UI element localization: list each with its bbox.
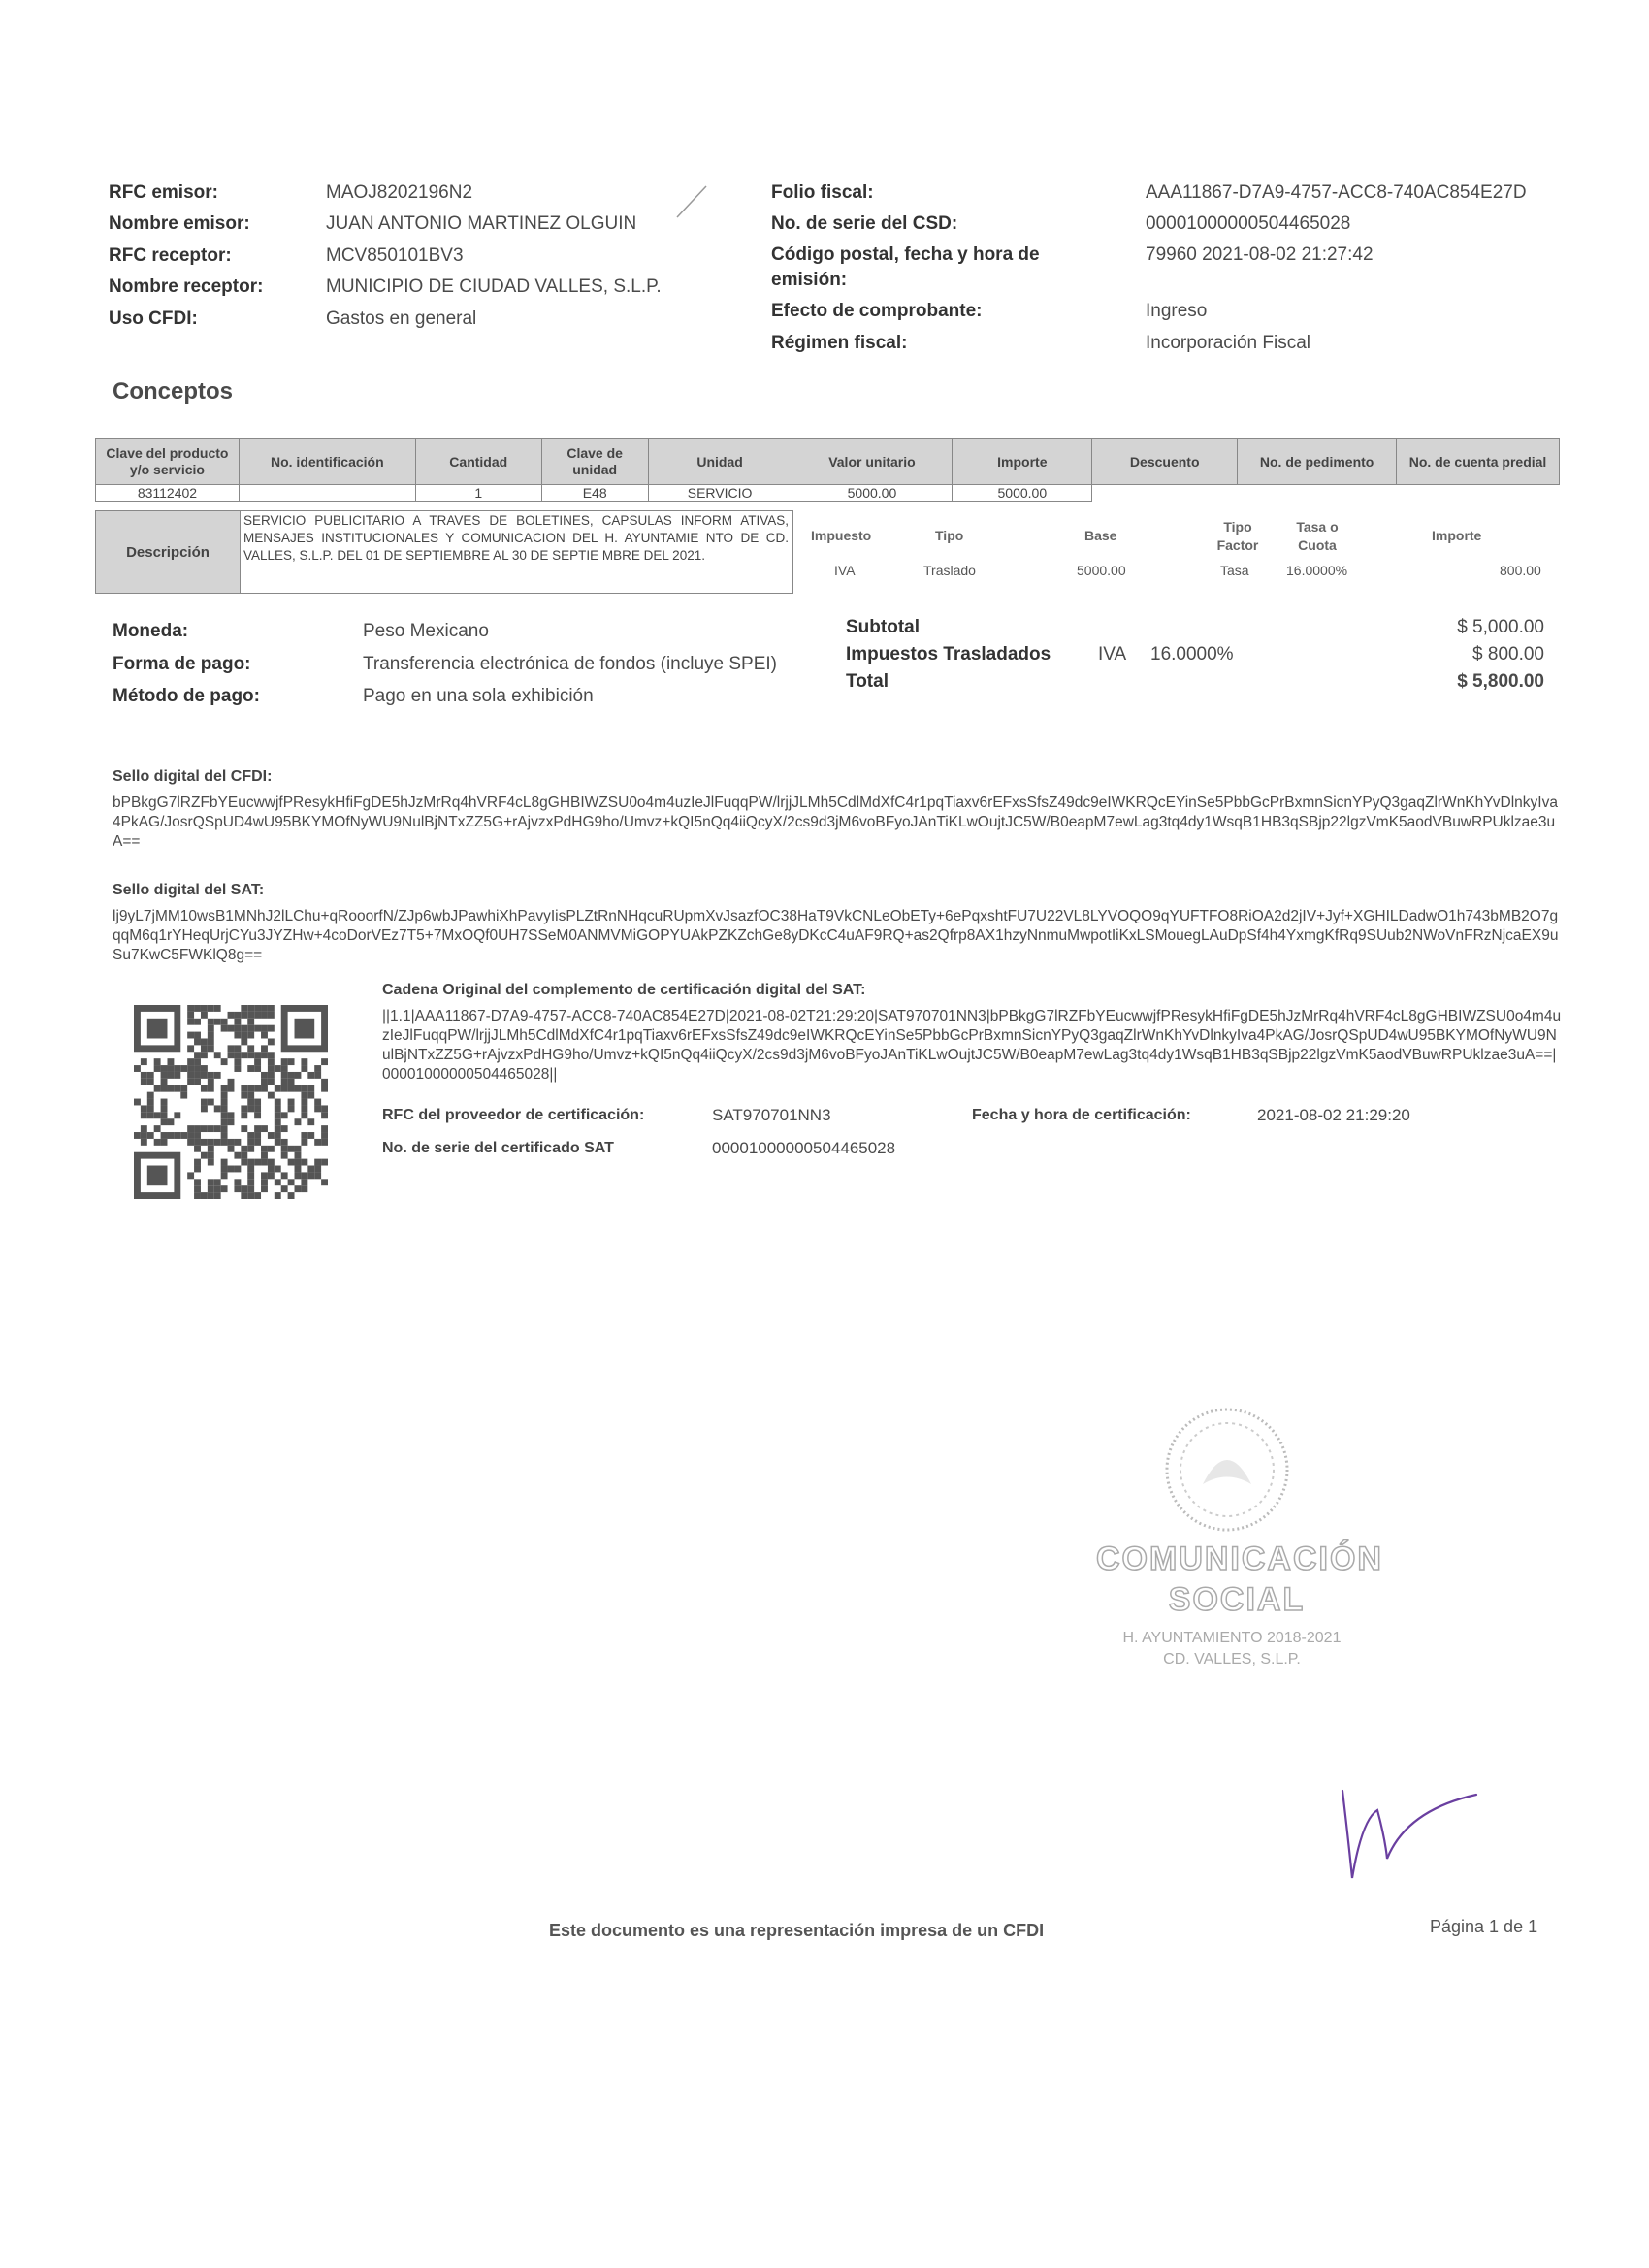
cadena-label: Cadena Original del complemento de certificación digital del SAT: xyxy=(382,982,866,998)
forma-pago-label: Forma de pago: xyxy=(113,654,251,674)
rfc-emisor-label: RFC emisor: xyxy=(109,182,218,203)
nombre-receptor-value: MUNICIPIO DE CIUDAD VALLES, S.L.P. xyxy=(326,276,662,297)
col-valor-unitario: Valor unitario xyxy=(792,439,953,485)
footer-note: Este documento es una representación impresa de un CFDI xyxy=(549,1921,1045,1940)
col-clave-unidad: Clave de unidad xyxy=(541,439,648,485)
qr-code-icon xyxy=(134,1005,328,1199)
col-cuenta-predial: No. de cuenta predial xyxy=(1397,439,1560,485)
col-unidad: Unidad xyxy=(648,439,792,485)
metodo-pago-label: Método de pago: xyxy=(113,686,260,706)
sello-sat-label: Sello digital del SAT: xyxy=(113,882,265,898)
impuestos-value: $ 800.00 xyxy=(1472,644,1544,664)
nombre-emisor-value: JUAN ANTONIO MARTINEZ OLGUIN xyxy=(326,213,637,234)
pen-mark xyxy=(673,182,712,221)
cell-cantidad: 1 xyxy=(415,485,541,502)
folio-fiscal-value: AAA11867-D7A9-4757-ACC8-740AC854E27D xyxy=(1146,182,1527,203)
col-clave-producto: Clave del producto y/o servicio xyxy=(96,439,240,485)
conceptos-table xyxy=(95,438,1560,502)
sello-sat-text: lj9yL7jMM10wsB1MNhJ2lLChu+qRooorfN/ZJp6wbJPawhiXhPavyIisPLZtRnNHqcuRUpmXvJsazfOC38HaT9VkCNLeObETy+6ePqxshtFU7U22VL8LYVOQO9qYUFTFO8RiOA2d2jIV+Jyf+XGHILDadwO1h743bMB2O7gqqM6q1rYHeqUrjCYu3JYZHw+4coDorVEz7T5+7MxOQf0UH7SSeM0ANMVMiGOPYUAkPZKZchGe8yDKcC4uAF9RQ+as2Qfrp8AX1hzyNnmuMwpotIiKxLSMouegLAuDpSf4h4YxmgKfRq9SUub2NWoVnFRzNjcaEX9uSu7KwC5FWKlQ8g== xyxy=(113,908,1559,963)
efecto-value: Ingreso xyxy=(1146,301,1208,321)
tax-tasa: 16.0000% xyxy=(1286,563,1348,578)
cell-no-identificacion xyxy=(239,485,415,502)
serie-csd-value: 00001000000504465028 xyxy=(1146,213,1351,234)
col-cantidad: Cantidad xyxy=(415,439,541,485)
official-stamp xyxy=(1086,1397,1383,1698)
impuestos-label: Impuestos Trasladados xyxy=(846,644,1051,664)
cell-valor-unitario: 5000.00 xyxy=(792,485,953,502)
folio-fiscal-label: Folio fiscal: xyxy=(771,182,874,203)
moneda-value: Peso Mexicano xyxy=(363,621,489,641)
tax-h-base: Base xyxy=(1084,528,1117,543)
rfc-emisor-value: MAOJ8202196N2 xyxy=(326,182,473,203)
efecto-label: Efecto de comprobante: xyxy=(771,301,983,321)
fecha-cert-value: 2021-08-02 21:29:20 xyxy=(1257,1106,1410,1124)
impuesto-nombre: IVA xyxy=(1098,644,1127,664)
cell-clave-unidad: E48 xyxy=(541,485,648,502)
stamp-line4: CD. VALLES, S.L.P. xyxy=(1163,1651,1301,1668)
codigo-postal-label: Código postal, fecha y hora de xyxy=(771,244,1040,265)
rfc-proveedor-value: SAT970701NN3 xyxy=(712,1106,831,1124)
emision-label: emisión: xyxy=(771,270,848,290)
page-number: Página 1 de 1 xyxy=(1430,1917,1538,1936)
descripcion-text: SERVICIO PUBLICITARIO A TRAVES DE BOLETINES, CAPSULAS INFORM ATIVAS, MENSAJES INSTITUCIONALES Y COMUNICACION DEL H. AYUNTAMIE NTO DE CD. VALLES, S.L.P. DEL 01 DE SEPTIEMBRE AL 30 DE SEPTIE MBRE DEL 2021. xyxy=(243,513,789,563)
total-label: Total xyxy=(846,671,889,692)
nombre-emisor-label: Nombre emisor: xyxy=(109,213,250,234)
tax-h-tasa: Tasa o Cuota xyxy=(1296,519,1339,553)
stamp-line1: COMUNICACIÓN xyxy=(1096,1540,1383,1577)
stamp-line2: SOCIAL xyxy=(1168,1581,1306,1618)
total-value: $ 5,800.00 xyxy=(1457,671,1544,692)
tax-impuesto: IVA xyxy=(834,563,856,578)
sello-cfdi-label: Sello digital del CFDI: xyxy=(113,768,273,785)
eagle-seal-icon xyxy=(1154,1397,1300,1542)
regimen-label: Régimen fiscal: xyxy=(771,333,908,353)
serie-sat-value: 00001000000504465028 xyxy=(712,1139,896,1157)
uso-cfdi-value: Gastos en general xyxy=(326,308,477,329)
fecha-cert-label: Fecha y hora de certificación: xyxy=(972,1107,1191,1123)
stamp-line3: H. AYUNTAMIENTO 2018-2021 xyxy=(1122,1630,1342,1646)
cell-importe: 5000.00 xyxy=(953,485,1092,502)
tax-base: 5000.00 xyxy=(1077,563,1126,578)
sello-cfdi-text: bPBkgG7lRZFbYEucwwjfPResykHfiFgDE5hJzMrRq4hVRF4cL8gGHBIWZSU0o4m4uzIeJlFuqqPW/lrjjJLMh5CdlMdXfC4r1pqTiaxv6rEFxsSfsZ49dc9eIWKRQcEYinSe5PbbGcPrBxmnSicnYPyQ3gaqZlrWnKhYvDlnkyIva4PkAG/JosrQSpUD4wU95BKYMOfNyWU9NulBjNTxZZ5G+rAjvzxPdHG9ho/Umvz+kQI5nQq4iiQcyX/2cs9d3jM6voBFyoJAnTiKLwOujtJC5W/B0eapM7ewLag3tq4dy1WsqB1HB3qSBjp22lgzVmK5aodVBuwRPUklzae3uA== xyxy=(113,794,1558,850)
cell-no-pedimento xyxy=(1238,485,1397,502)
tax-h-importe: Importe xyxy=(1432,528,1482,543)
serie-sat-label: No. de serie del certificado SAT xyxy=(382,1140,614,1156)
serie-csd-label: No. de serie del CSD: xyxy=(771,213,958,234)
rfc-receptor-label: RFC receptor: xyxy=(109,245,232,266)
metodo-pago-value: Pago en una sola exhibición xyxy=(363,686,594,706)
descripcion-box xyxy=(95,510,793,594)
tax-importe: 800.00 xyxy=(1500,563,1541,578)
cell-unidad: SERVICIO xyxy=(648,485,792,502)
tax-h-tipo-factor: Tipo Factor xyxy=(1216,519,1259,553)
tax-tipo: Traslado xyxy=(923,563,976,578)
col-importe: Importe xyxy=(953,439,1092,485)
col-descuento: Descuento xyxy=(1092,439,1238,485)
table-row xyxy=(96,485,1560,502)
subtotal-label: Subtotal xyxy=(846,617,920,637)
cell-descuento xyxy=(1092,485,1238,502)
subtotal-value: $ 5,000.00 xyxy=(1457,617,1544,637)
col-no-identificacion: No. identificación xyxy=(239,439,415,485)
forma-pago-value: Transferencia electrónica de fondos (incluye SPEI) xyxy=(363,654,778,674)
handwritten-signature xyxy=(1329,1781,1494,1888)
codigo-postal-value: 79960 2021-08-02 21:27:42 xyxy=(1146,244,1374,265)
impuesto-tasa: 16.0000% xyxy=(1150,644,1234,664)
uso-cfdi-label: Uso CFDI: xyxy=(109,308,198,329)
cell-cuenta-predial xyxy=(1397,485,1560,502)
descripcion-label: Descripción xyxy=(96,511,241,593)
tax-h-impuesto: Impuesto xyxy=(811,528,872,543)
tax-tipo-factor: Tasa xyxy=(1220,563,1249,578)
nombre-receptor-label: Nombre receptor: xyxy=(109,276,264,297)
col-no-pedimento: No. de pedimento xyxy=(1238,439,1397,485)
regimen-value: Incorporación Fiscal xyxy=(1146,333,1311,353)
moneda-label: Moneda: xyxy=(113,621,189,641)
conceptos-title: Conceptos xyxy=(113,378,234,405)
rfc-receptor-value: MCV850101BV3 xyxy=(326,245,464,266)
cell-clave-producto: 83112402 xyxy=(96,485,240,502)
tax-h-tipo: Tipo xyxy=(935,528,964,543)
cadena-text: ||1.1|AAA11867-D7A9-4757-ACC8-740AC854E27D|2021-08-02T21:29:20|SAT970701NN3|bPBkgG7lRZFbYEucwwjfPResykHfiFgDE5hJzMrRq4hVRF4cL8gGHBIWZSU0o4m4uzIeJlFuqqPW/lrjjJLMh5CdlMdXfC4r1pqTiaxv6rEFxsSfsZ49dc9eIWKRQcEYinSe5PbbGcPrBxmnSicnYPyQ3gaqZlrWnKhYvDlnkyIva4PkAG/JosrQSpUD4wU95BKYMOfNyWU9NulBjNTxZZ5G+rAjvzxPdHG9ho/Umvz+kQI5nQq4iiQcyX/2cs9d3jM6voBFyoJAnTiKLwOujtJC5W/B0eapM7ewLag3tq4dy1WsqB1HB3qSBjp22lgzVmK5aodVBuwRPUklzae3uA==|00001000000504465028|| xyxy=(382,1008,1562,1083)
rfc-proveedor-label: RFC del proveedor de certificación: xyxy=(382,1107,645,1123)
